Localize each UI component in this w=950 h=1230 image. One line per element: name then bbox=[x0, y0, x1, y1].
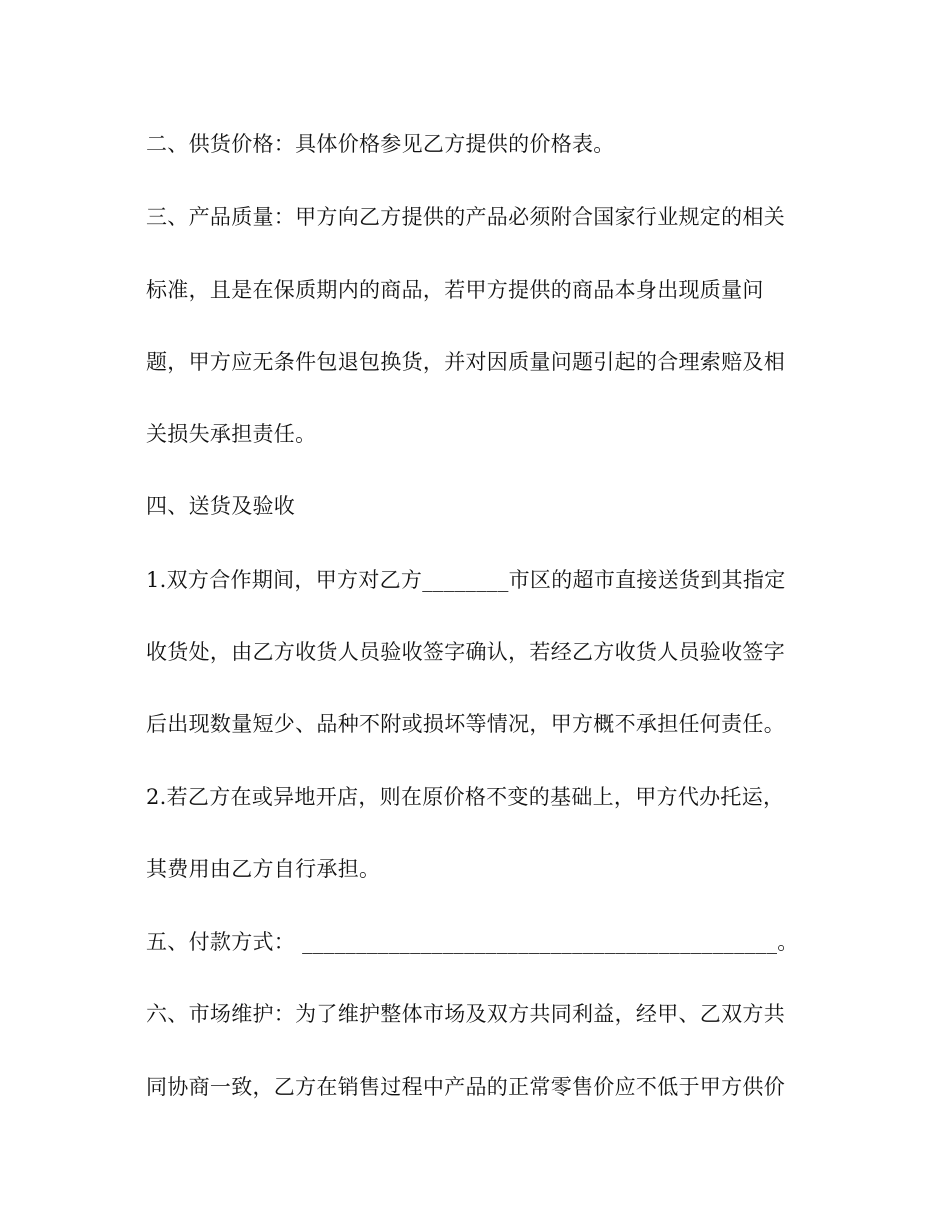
clause-4-heading: 四、送货及验收 bbox=[146, 494, 296, 518]
clause-4-item-1-line-1: 1.双方合作期间，甲方对乙方________市区的超市直接送货到其指定 bbox=[146, 568, 786, 592]
clause-3-quality-line-3: 题，甲方应无条件包退包换货，并对因质量问题引起的合理索赔及相 bbox=[146, 350, 785, 374]
clause-5-payment-method: 五、付款方式： ____________________________________________。 bbox=[146, 930, 799, 954]
clause-4-item-2-line-1: 2.若乙方在或异地开店，则在原价格不变的基础上，甲方代办托运， bbox=[146, 785, 785, 809]
clause-3-quality-line-4: 关损失承担责任。 bbox=[146, 422, 317, 446]
clause-4-item-2-line-2: 其费用由乙方自行承担。 bbox=[146, 857, 381, 881]
clause-4-item-1-line-2: 收货处，由乙方收货人员验收签字确认，若经乙方收货人员验收签字 bbox=[146, 640, 785, 664]
clause-4-item-1-line-3: 后出现数量短少、品种不附或损坏等情况，甲方概不承担任何责任。 bbox=[146, 712, 785, 736]
clause-6-market-line-1: 六、市场维护：为了维护整体市场及双方共同利益，经甲、乙双方共 bbox=[146, 1002, 785, 1026]
clause-3-quality-line-1: 三、产品质量：甲方向乙方提供的产品必须附合国家行业规定的相关 bbox=[146, 205, 785, 229]
clause-2-supply-price: 二、供货价格：具体价格参见乙方提供的价格表。 bbox=[146, 132, 615, 156]
clause-6-market-line-2: 同协商一致，乙方在销售过程中产品的正常零售价应不低于甲方供价 bbox=[146, 1075, 785, 1099]
clause-3-quality-line-2: 标准，且是在保质期内的商品，若甲方提供的商品本身出现质量问 bbox=[146, 278, 764, 302]
